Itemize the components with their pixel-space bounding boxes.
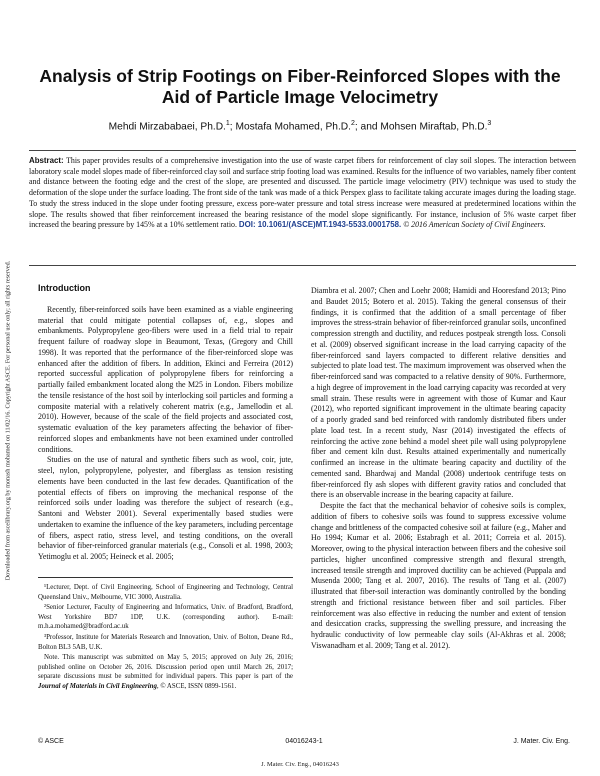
footnotes bbox=[38, 577, 293, 693]
author-name: Mohsen Miraftab, Ph.D. bbox=[380, 121, 488, 133]
page-footer bbox=[38, 738, 570, 750]
abstract bbox=[29, 150, 576, 266]
footnote-affiliation: ¹Lecturer, Dept. of Civil Engineering, School of Engineering and Technology, Central Queensland Univ., Melbourne, VIC 3000, Australia. bbox=[38, 584, 293, 601]
doi-link[interactable]: DOI: 10.1061/(ASCE)MT.1943-5533.0001758. bbox=[238, 220, 402, 230]
author-affil-marker: 2 bbox=[350, 120, 355, 127]
footer-journal: J. Mater. Civ. Eng. bbox=[513, 738, 570, 745]
footer-copyright: © ASCE bbox=[38, 738, 64, 745]
author-separator: ; bbox=[229, 121, 236, 133]
manuscript-note-text: Note. This manuscript was submitted on May 5, 2015; approved on July 26, 2016; published online on October 26, 2016. Discussion period open until March 26, 2017; separate discussions must be submitted for individual papers. This paper is part of the bbox=[38, 654, 293, 681]
download-notice-text: Downloaded from ascelibrary.org by monash mohamed on 11/02/16. Copyright ASCE. For personal use only; all rights reserved. bbox=[4, 260, 12, 580]
download-notice bbox=[2, 150, 14, 690]
author-affil-marker: 1 bbox=[225, 120, 230, 127]
author-affil-marker: 3 bbox=[487, 120, 492, 127]
body-paragraph: Studies on the use of natural and synthetic fibers such as wool, coir, jute, steel, nylon, polypropylene, polyester, and fiberglass as tension resisting elements have been conducted in the last few decades. Quantification of the potential effects of fibers on improving the mechanical response of the reinforced soils under loading was therefore the subject of research (e.g., Santoni and Webster 2001). Several experimentally based studies were undertaken to examine the influence of the key parameters, including percentage of fibers, aspect ratio, stress level, and testing conditions, on the overall behavior of fiber-reinforced granular materials (e.g., Consoli et al. 1998, 2003; Yetimoglu et al. 2005; Heineck et al. 2005; bbox=[38, 455, 293, 561]
right-column bbox=[311, 286, 566, 652]
abstract-label: Abstract: bbox=[29, 156, 64, 165]
footnote-affiliation: ³Professor, Institute for Materials Research and Innovation, Univ. of Bolton, Deane Rd., Bolton BL3 5AB, U.K. bbox=[38, 633, 293, 651]
page-number: 04016243-1 bbox=[285, 738, 323, 745]
abstract-text: This paper provides results of a comprehensive investigation into the use of waste carpet fibers for reinforcement of clay soil slopes. The interaction between laboratory scale model slopes made of fiber-reinforced clay soil and surface strip footing load was examined. Results for the influence of two variables, namely fiber content and distance between the footing edge and the crest of the slope, are presented and discussed. The particle image velocimetry (PIV) technique was used to study the deformation of the slope under the surface loading. The front side of the tank was made of a thick Perspex glass to facilitate taking accurate images during the loading stage. To study the stress induced in the slope under footing pressure, excess pore-water pressure and total stress increase were measured at predetermined locations within the slope. The results showed that fiber reinforcement increased the bearing resistance of the model slope significantly. For instance, inclusion of 5% waste carpet fiber increased the bearing pressure by 145% at a 10% settlement ratio. bbox=[29, 156, 576, 230]
left-column bbox=[38, 283, 293, 563]
section-heading-introduction: Introduction bbox=[38, 283, 91, 293]
bottom-citation: J. Mater. Civ. Eng., 04016243 bbox=[261, 761, 339, 768]
body-paragraph: Recently, fiber-reinforced soils have been examined as a viable engineering material that could mitigate potential collapses of, e.g., slopes and embankments. Polypropylene geo-fibers were used in a field trial to repair frequent failure of roadway slope in Beaumont, Texas, (Gregory and Chill 1998). It was reported that the performance of the fiber-reinforced slope was enhanced after the addition of fibers. In addition, Ekinci and Ferreira (2012) reported successful application of polypropylene fibers for reinforcing a partially failed embankment located along the M25 in London. Fibers mobilize the tensile resistance of the host soil by interlocking soil particles and forming a composite material with a relatively coherent matrix (e.g., Jamellodin et al. 2010). However, because of the scale of the field projects and associated cost, systematic evaluation of the key parameters affecting the behavior of fiber-reinforced slopes and embankments have not been examined under controlled conditions. bbox=[38, 304, 293, 454]
author-separator: ; and bbox=[354, 121, 381, 133]
journal-name: Journal of Materials in Civil Engineering bbox=[38, 682, 157, 690]
footnote-affiliation: ²Senior Lecturer, Faculty of Engineering and Informatics, Univ. of Bradford, Bradford, West Yorkshire BD7 1DP, U.K. (corresponding author). E-mail: m.h.a.mohamed@bradford.ac.uk bbox=[38, 604, 293, 631]
abstract-copyright: © 2016 American Society of Civil Engineers. bbox=[403, 220, 546, 230]
author-name: Mostafa Mohamed, Ph.D. bbox=[235, 121, 351, 133]
manuscript-note bbox=[38, 653, 293, 691]
body-paragraph: Diambra et al. 2007; Chen and Loehr 2008; Hamidi and Hooresfand 2013; Pino and Baudet 2015; Botero et al. 2015). Taking the general consensus of their findings, it is confirmed that the addition of a small percentage of fiber improves the stress-strain behavior of fiber-reinforced granular soils, unconfined compression strength and ductility, and reduces postpeak strength loss. Consoli et al. (2009) observed significant increase in the load carrying capacity of the fiber-reinforced sand layers compacted to different relative densities and subjected to plate load test. The maximum improvement was observed when the fiber-reinforced sand was compacted to a relative density of 90%. Furthermore, a high degree of improvement in the load carrying capacity was recorded at very small strain. These results were in agreement with those of Kumar and Kaur (2012), who reported significant improvement in the ultimate bearing capacity of a poorly graded sand bed reinforced with randomly distributed fibers under plate load test. In a recent study, Nasr (2014) investigated the effects of reinforcing the active zone behind a model sheet pile wall using polypropylene fiber and cement kiln dust. Results attained experimentally and numerically confirmed an increase in the ultimate bearing capacity and ductility of the cemented sand. Bhardwaj and Mandal (2008) undertook centrifuge tests on fiber-reinforced fly ash slopes with different gravity ratios and concluded that there is an observable increase in the bearing capacity at failure. bbox=[311, 286, 566, 500]
author-list bbox=[30, 120, 570, 132]
paper-title: Analysis of Strip Footings on Fiber-Reinforced Slopes with the Aid of Particle Image Velocimetry bbox=[39, 66, 561, 107]
author-name: Mehdi Mirzababaei, Ph.D. bbox=[108, 121, 226, 133]
manuscript-note-tail: , © ASCE, ISSN 0899-1561. bbox=[156, 682, 237, 690]
body-paragraph: Despite the fact that the mechanical behavior of cohesive soils is complex, addition of fibers to cohesive soils was found to suppress excessive volume change and brittleness of the compacted cohesive soil at failure (e.g., Maher and Ho 1994; Kumar et al. 2006; Estabragh et al. 2011; Correia et al. 2015). Moreover, owing to the physical interaction between fibers and the cohesive soil particles, higher unconfined compressive strength and flexural strength, increased tensile strength and improved ductility can be achieved (Puppala and Musenda 2000; Tang et al. 2007, 2016). The results of Tang et al. (2007) illustrated that fiber-soil interaction was dominantly controlled by the bonding strength and frictional resistance between fiber and soil particles. Fiber reinforcement was also effective in reducing the number and extent of tension and desiccation cracks, suppressing the swelling pressure, and increasing the hydraulic conductivity of low permeable clay soils (Al-Akhras et al. 2008; Viswanadham et al. 2009; Tang et al. 2012). bbox=[311, 501, 566, 650]
